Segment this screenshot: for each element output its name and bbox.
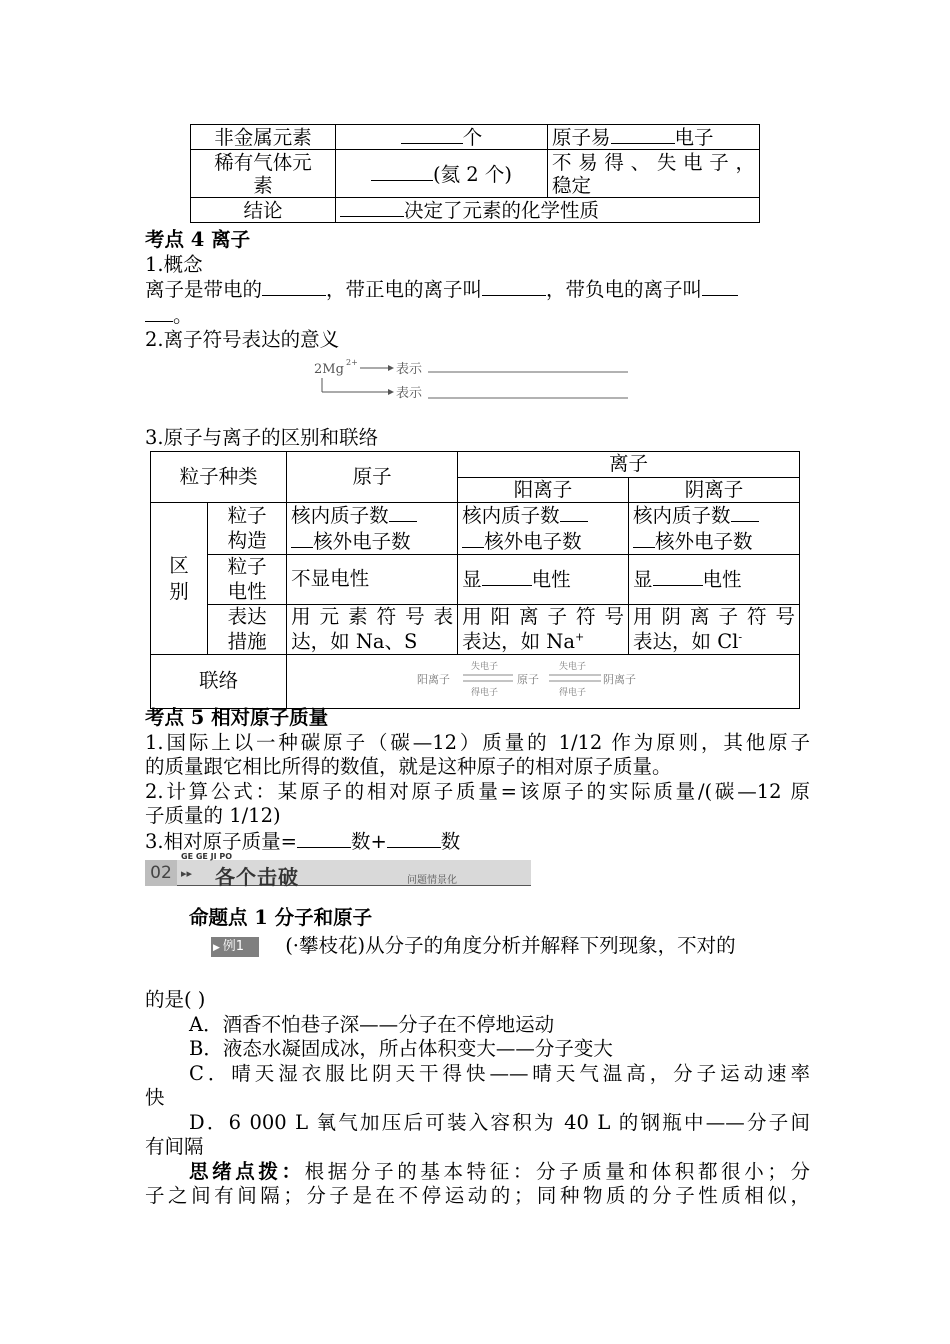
ion-symbol-label: 2Mg [314,362,344,377]
conv-anion: 阴离子 [603,673,637,686]
section-banner [145,854,531,890]
k5-p1b: 的质量跟它相比所得的数值，就是这种原子的相对原子质量。 [145,755,672,778]
diagram-arrow2-label: 表示 [396,386,423,401]
cell-noble-gas: 稀有气体元 素 [191,150,336,198]
ion-symbol-diagram [310,352,640,404]
anion-notation: 用阴离子符号 表达，如 Cl- [629,605,800,655]
conv-atom: 原子 [517,673,540,686]
q1-option-c: C．晴天湿衣服比阴天干得快——晴天气温高，分子运动速率 [189,1061,810,1085]
header-kind: 粒子种类 [151,452,287,503]
atom-structure: 核内质子数 核外电子数 [287,503,458,555]
k5-p2a: 2.计算公式：某原子的相对原子质量=该原子的实际质量/(碳—12 原 [145,779,810,803]
k5-p3: 3.相对原子质量= 数+ 数 [145,829,461,853]
notation-label: 表达 措施 [208,605,287,655]
section-5-title: 考点 5 相对原子质量 [145,706,329,729]
header-cation: 阳离子 [458,477,629,503]
anion-charge: 显 电性 [629,555,800,605]
diff-label: 区别 [151,503,208,655]
svg-text:2+: 2+ [346,358,358,367]
atom-ion-conversion-diagram [291,655,781,701]
cation-charge: 显 电性 [458,555,629,605]
cell-noble-gas-tendency: 不易得、失电子， 稳定 [548,150,760,198]
banner-number: 02 [145,860,177,886]
q1-option-a: A．酒香不怕巷子深——分子在不停地运动 [189,1012,555,1036]
q1-option-d: D．6 000 L 氧气加压后可装入容积为 40 L 的钢瓶中——分子间 [189,1110,810,1134]
header-ion: 离子 [458,452,800,478]
conv-gain2: 得电子 [559,688,587,698]
atom-notation: 用元素符号表 达，如 Na、S [287,605,458,655]
concept-text-end: 。 [145,303,810,329]
cation-structure: 核内质子数 核外电子数 [458,503,629,555]
conv-lose2: 失电子 [559,662,587,672]
cell-nonmetal-tendency: 原子易 电子 [548,125,760,150]
q1-hint-cont: 子之间有间隔；分子是在不停运动的；同种物质的分子性质相似， [145,1184,810,1207]
q1-hint: 思绪点拨：根据分子的基本特征：分子质量和体积都很小；分 [189,1159,810,1183]
header-atom: 原子 [287,452,458,503]
banner-pinyin: GE GE JI PO [181,852,233,861]
banner-arrow-icon: ▸▸ [181,867,193,880]
banner-title: 各个击破 [215,865,299,889]
cell-conclusion: 决定了元素的化学性质 [336,198,760,223]
conv-gain1: 得电子 [471,688,499,698]
cell-nonmetal-count: 个 [336,125,548,150]
conv-lose1: 失电子 [471,662,499,672]
link-diagram-cell [287,655,800,709]
element-table [190,124,760,223]
section-5 [145,706,810,854]
example-tag: ▶ 例1 [211,937,259,957]
atom-ion-heading: 3.原子与离子的区别和联络 [145,426,379,449]
atom-charge: 不显电性 [287,555,458,605]
anion-structure: 核内质子数 核外电子数 [629,503,800,555]
q1-option-b: B．液态水凝固成冰，所占体积变大——分子变大 [189,1037,613,1060]
atom-ion-table [150,451,800,709]
cell-nonmetal: 非金属元素 [191,125,336,150]
banner-subtitle: 问题情景化 [407,875,457,886]
q1-stem: ▶ 例1 (·攀枝花)从分子的角度分析并解释下列现象，不对的 [213,933,736,957]
ion-symbol-heading: 2.离子符号表达的意义 [145,328,340,351]
cell-noble-gas-count: (氦 2 个) [336,150,548,198]
concept-text: 离子是带电的 ，带正电的离子叫 ，带负电的离子叫 [145,277,810,303]
diagram-arrow1-label: 表示 [396,362,423,377]
q1-stem-end: 的是( ) [145,988,206,1011]
structure-label: 粒子 构造 [208,503,287,555]
concept-heading: 1.概念 [145,252,203,276]
charge-label: 粒子 电性 [208,555,287,605]
link-label: 联络 [151,655,287,709]
q1-option-c-end: 快 [145,1086,165,1109]
k5-p2b: 子质量的 1/12) [145,804,281,827]
question-1 [145,906,810,1209]
section-4 [145,228,810,353]
q1-option-d-end: 有间隔 [145,1135,204,1158]
conv-cation: 阳离子 [417,673,451,686]
cell-conclusion-label: 结论 [191,198,336,223]
q1-heading: 命题点 1 分子和原子 [189,906,373,929]
cation-notation: 用阳离子符号 表达，如 Na+ [458,605,629,655]
section-4-title: 考点 4 离子 [145,228,251,251]
k5-p1a: 1.国际上以一种碳原子（碳—12）质量的 1/12 作为原则，其他原子 [145,730,810,754]
header-anion: 阴离子 [629,477,800,503]
